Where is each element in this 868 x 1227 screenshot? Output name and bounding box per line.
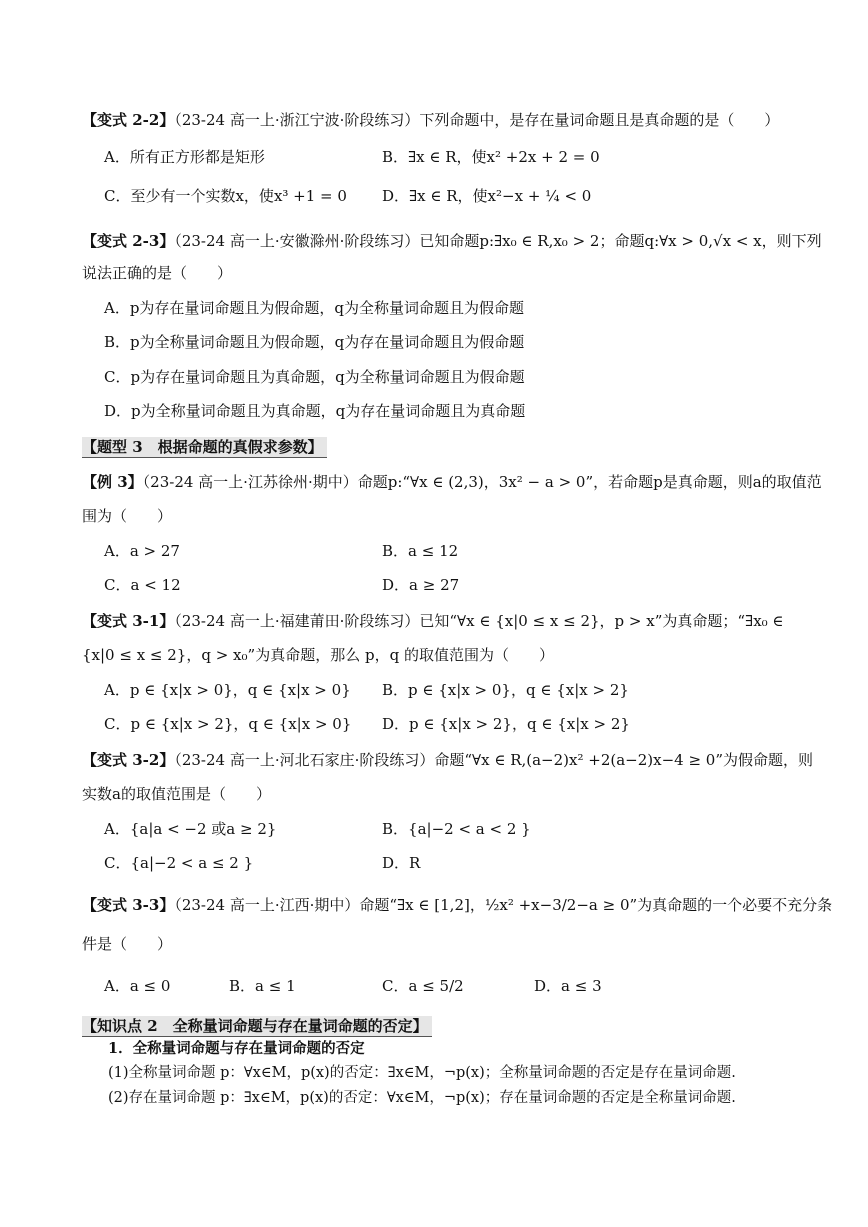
option-d: D．p ∈ {x|x > 2}，q ∈ {x|x > 2} bbox=[382, 715, 630, 733]
question-stem-cont: 件是（ ） bbox=[82, 935, 173, 953]
option-a: A．所有正方形都是矩形 bbox=[104, 148, 265, 166]
question-tag: 【变式 3-3】 bbox=[82, 896, 175, 914]
question-stem: （23-24 高一上·浙江宁波·阶段练习）下列命题中，是存在量词命题且是真命题的是（ ） bbox=[174, 111, 780, 129]
option-a: A．p为存在量词命题且为假命题，q为全称量词命题且为假命题 bbox=[104, 299, 525, 317]
question-stem-cont: 实数a的取值范围是（ ） bbox=[82, 785, 271, 803]
question-stem: （23-24 高一上·河北石家庄·阶段练习）命题“∀x ∈ R,(a−2)x² +2(a−2)x−4 ≥ 0”为假命题，则 bbox=[174, 751, 814, 769]
question-v2-3 bbox=[82, 231, 822, 251]
question-v2-2 bbox=[82, 110, 779, 130]
option-b: B．p为全称量词命题且为假命题，q为存在量词命题且为假命题 bbox=[104, 333, 525, 351]
question-v3-2 bbox=[82, 750, 813, 770]
option-d: D．p为全称量词命题且为真命题，q为存在量词命题且为真命题 bbox=[104, 402, 526, 420]
option-d: D．R bbox=[382, 854, 421, 872]
option-a: A．a > 27 bbox=[104, 542, 180, 560]
option-c: C．a ≤ 5/2 bbox=[382, 977, 464, 995]
option-c: C．p为存在量词命题且为真命题，q为全称量词命题且为假命题 bbox=[104, 368, 525, 386]
question-stem-cont: {x|0 ≤ x ≤ 2}，q > x₀”为真命题，那么 p，q 的取值范围为（ ） bbox=[82, 646, 554, 664]
option-b: B．∃x ∈ R，使x² +2x + 2 = 0 bbox=[382, 148, 600, 166]
question-stem-cont: 围为（ ） bbox=[82, 507, 173, 525]
question-v3-1 bbox=[82, 611, 784, 631]
question-tag: 【例 3】 bbox=[82, 473, 143, 491]
question-tag: 【变式 3-2】 bbox=[82, 751, 175, 769]
question-tag: 【变式 2-3】 bbox=[82, 232, 175, 250]
question-stem: （23-24 高一上·江苏徐州·期中）命题p:“∀x ∈ (2,3)，3x² − a > 0”，若命题p是真命题，则a的取值范 bbox=[142, 473, 822, 491]
question-v3-3 bbox=[82, 895, 832, 915]
option-c: C．至少有一个实数x，使x³ +1 = 0 bbox=[104, 187, 347, 205]
section-heading-type3: 【题型 3 根据命题的真假求参数】 bbox=[82, 437, 327, 458]
question-stem-cont: 说法正确的是（ ） bbox=[82, 264, 233, 282]
question-tag: 【变式 3-1】 bbox=[82, 612, 175, 630]
knowledge-item-2: (2)存在量词命题 p：∃x∈M，p(x)的否定：∀x∈M，¬p(x)；存在量词命题的否定是全称量词命题. bbox=[108, 1090, 736, 1106]
option-a: A．a ≤ 0 bbox=[104, 977, 171, 995]
option-a: A．{a|a < −2 或a ≥ 2} bbox=[104, 820, 277, 838]
option-b: B．a ≤ 12 bbox=[382, 542, 459, 560]
knowledge-heading: 1．全称量词命题与存在量词命题的否定 bbox=[108, 1040, 365, 1057]
option-b: B．p ∈ {x|x > 0}，q ∈ {x|x > 2} bbox=[382, 681, 629, 699]
option-a: A．p ∈ {x|x > 0}，q ∈ {x|x > 0} bbox=[104, 681, 351, 699]
option-d: D．a ≤ 3 bbox=[534, 977, 602, 995]
option-d: D．∃x ∈ R，使x²−x + ¼ < 0 bbox=[382, 187, 592, 205]
question-example-3 bbox=[82, 472, 822, 492]
option-d: D．a ≥ 27 bbox=[382, 576, 460, 594]
question-tag: 【变式 2-2】 bbox=[82, 111, 175, 129]
question-stem: （23-24 高一上·福建莆田·阶段练习）已知“∀x ∈ {x|0 ≤ x ≤ 2}，p > x”为真命题；“∃x₀ ∈ bbox=[174, 612, 784, 630]
question-stem: （23-24 高一上·江西·期中）命题“∃x ∈ [1,2]，½x² +x−3/2−a ≥ 0”为真命题的一个必要不充分条 bbox=[174, 896, 833, 914]
question-stem: （23-24 高一上·安徽滁州·阶段练习）已知命题p:∃x₀ ∈ R,x₀ > 2；命题q:∀x > 0,√x < x，则下列 bbox=[174, 232, 822, 250]
option-b: B．a ≤ 1 bbox=[229, 977, 296, 995]
option-c: C．p ∈ {x|x > 2}，q ∈ {x|x > 0} bbox=[104, 715, 352, 733]
knowledge-item-1: (1)全称量词命题 p：∀x∈M，p(x)的否定：∃x∈M，¬p(x)；全称量词命题的否定是存在量词命题. bbox=[108, 1065, 736, 1081]
section-heading-knowledge-2: 【知识点 2 全称量词命题与存在量词命题的否定】 bbox=[82, 1016, 432, 1037]
option-c: C．{a|−2 < a ≤ 2 } bbox=[104, 854, 254, 872]
option-c: C．a < 12 bbox=[104, 576, 181, 594]
option-b: B．{a|−2 < a < 2 } bbox=[382, 820, 531, 838]
